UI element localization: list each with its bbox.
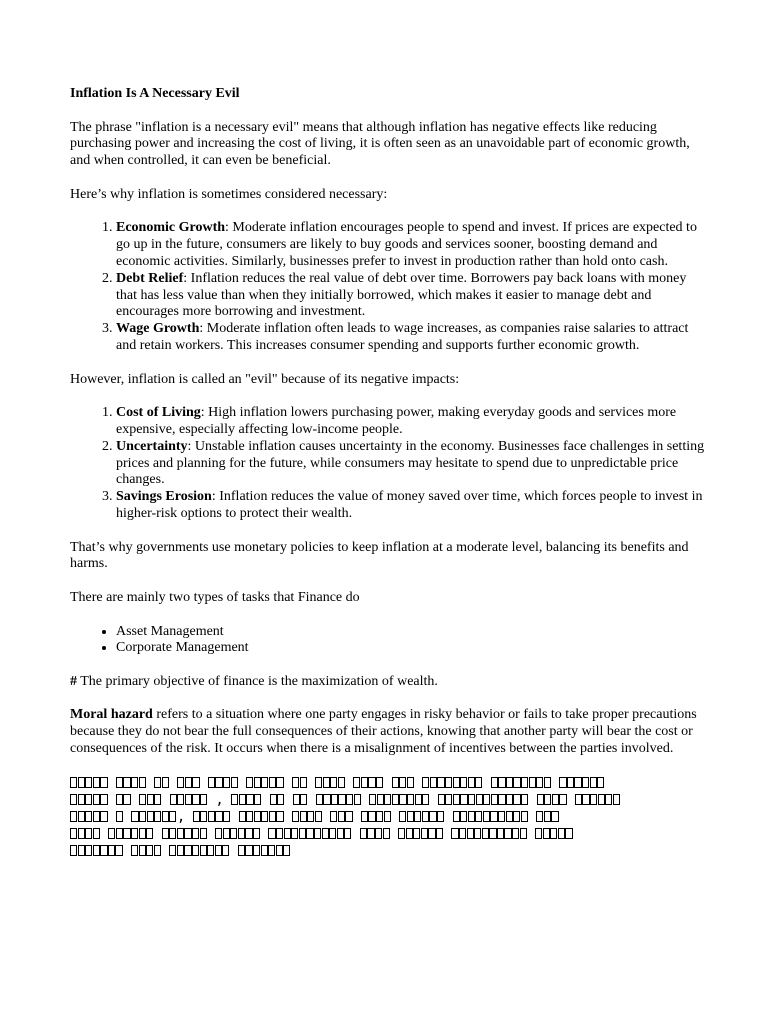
missing-glyph-box [415,794,422,805]
document-page [70,86,710,860]
garbled-line [70,775,710,792]
missing-glyph-box [284,828,291,839]
missing-glyph-box [498,811,505,822]
missing-glyph-box [559,777,566,788]
missing-glyph-box [223,828,230,839]
missing-glyph-box [551,811,558,822]
missing-glyph-box [360,828,367,839]
missing-glyph-box [131,828,138,839]
missing-glyph-box [239,811,246,822]
list-item-text: : High inflation lowers purchasing power, making everyday goods and services more expensive, especially affecting low-income people. [116,405,677,437]
missing-glyph-box [521,794,528,805]
missing-glyph-box [329,828,336,839]
moral-hazard-term: Moral hazard [70,707,153,723]
missing-glyph-box [354,794,361,805]
missing-glyph-box [368,811,375,822]
missing-glyph-box [392,794,399,805]
missing-glyph-box [300,794,307,805]
missing-glyph-box [407,794,414,805]
missing-glyph-box [215,811,222,822]
missing-glyph-box [346,794,353,805]
missing-glyph-box [139,845,146,856]
missing-glyph-box [70,845,77,856]
evil-lead: However, inflation is called an "evil" because of its negative impacts: [70,371,460,387]
missing-glyph-box [100,777,107,788]
missing-glyph-box [139,811,146,822]
missing-glyph-box [192,828,199,839]
missing-glyph-box [154,811,161,822]
missing-glyph-box [489,828,496,839]
missing-glyph-box [276,828,283,839]
missing-glyph-box [230,828,237,839]
moral-hazard-paragraph [70,707,710,757]
missing-glyph-box [399,777,406,788]
missing-glyph-box [207,845,214,856]
missing-glyph-box [146,845,153,856]
missing-glyph-box [245,845,252,856]
missing-glyph-box [482,828,489,839]
missing-glyph-box [316,794,323,805]
missing-glyph-box [139,828,146,839]
missing-glyph-box [475,811,482,822]
missing-glyph-box [93,777,100,788]
necessary-list [70,220,710,354]
missing-glyph-box [93,794,100,805]
missing-glyph-box [421,828,428,839]
missing-glyph-box [108,828,115,839]
missing-glyph-box [392,777,399,788]
missing-glyph-box [162,777,169,788]
garbled-line: , [70,792,710,809]
missing-glyph-box [299,828,306,839]
missing-glyph-box [254,794,261,805]
missing-glyph-box [550,828,557,839]
list-item-text: : Moderate inflation often leads to wage increases, as companies raise salaries to attract and retain workers. This increases consumer spending and supports further economic growth. [116,321,689,353]
missing-glyph-box [85,777,92,788]
list-item [116,321,710,355]
missing-glyph-box [315,777,322,788]
missing-glyph-box [498,794,505,805]
missing-glyph-box [200,811,207,822]
missing-glyph-box [590,794,597,805]
missing-glyph-box [253,845,260,856]
missing-glyph-box [261,811,268,822]
missing-glyph-box [78,845,85,856]
missing-glyph-box [246,811,253,822]
missing-glyph-box [239,794,246,805]
missing-glyph-box [193,811,200,822]
missing-glyph-box [85,845,92,856]
missing-glyph-box [223,811,230,822]
missing-glyph-box [368,777,375,788]
missing-glyph-box [108,845,115,856]
missing-glyph-box [116,811,123,822]
list-item: • Asset Management [116,624,710,641]
missing-glyph-box [383,828,390,839]
missing-glyph-box [131,777,138,788]
tasks-list [70,624,710,658]
list-item-term: Economic Growth [116,220,226,236]
missing-glyph-box [468,794,475,805]
garbled-line: , [70,809,710,826]
missing-glyph-box [154,777,161,788]
missing-glyph-box [78,828,85,839]
list-item-term: Debt Relief [116,270,184,286]
missing-glyph-box [437,777,444,788]
missing-glyph-box [169,811,176,822]
missing-glyph-box [338,794,345,805]
list-item [116,405,710,439]
missing-glyph-box [582,794,589,805]
missing-glyph-box [177,794,184,805]
missing-glyph-box [430,777,437,788]
missing-glyph-box [483,794,490,805]
objective-mark: # [70,673,77,689]
list-item-term: Wage Growth [116,321,200,337]
missing-glyph-box [246,777,253,788]
missing-glyph-box [254,811,261,822]
missing-glyph-box [177,777,184,788]
objective-paragraph [70,674,710,691]
missing-glyph-box [123,777,130,788]
missing-glyph-box [544,811,551,822]
missing-glyph-box [146,828,153,839]
missing-glyph-box [407,811,414,822]
conclusion-paragraph: That’s why governments use monetary policies to keep inflation at a moderate level, balancing its benefits and harms. [70,539,689,572]
list-item-text: : Unstable inflation causes uncertainty in the economy. Businesses face challenges in setting prices and planning for the future, while consumers may hesitate to spend due to unpredictable price changes. [116,438,705,488]
missing-glyph-box [536,777,543,788]
missing-glyph-box [590,777,597,788]
missing-glyph-box [558,828,565,839]
missing-glyph-box [422,777,429,788]
missing-glyph-box [231,777,238,788]
missing-glyph-box [208,777,215,788]
missing-glyph-box [506,794,513,805]
missing-glyph-box [85,811,92,822]
missing-glyph-box [93,828,100,839]
missing-glyph-box [529,777,536,788]
missing-glyph-box [438,794,445,805]
missing-glyph-box [453,777,460,788]
unrendered-script-paragraph [70,775,710,860]
missing-glyph-box [330,811,337,822]
missing-glyph-box [185,794,192,805]
list-item-term: Uncertainty [116,438,188,454]
missing-glyph-box [200,828,207,839]
missing-glyph-box [231,794,238,805]
missing-glyph-box [115,845,122,856]
missing-glyph-box [513,811,520,822]
missing-glyph-box [200,845,207,856]
missing-glyph-box [139,777,146,788]
list-item [116,439,710,489]
missing-glyph-box [154,845,161,856]
missing-glyph-box [376,777,383,788]
missing-glyph-box [605,794,612,805]
missing-glyph-box [459,828,466,839]
missing-glyph-box [506,777,513,788]
missing-glyph-box [521,811,528,822]
missing-glyph-box [598,794,605,805]
missing-glyph-box [223,777,230,788]
missing-glyph-box [100,811,107,822]
missing-glyph-box [582,777,589,788]
missing-glyph-box [185,777,192,788]
missing-glyph-box [268,828,275,839]
missing-glyph-box [300,811,307,822]
missing-glyph-box [468,811,475,822]
missing-glyph-box [116,828,123,839]
missing-glyph-box [154,794,161,805]
list-item [116,220,710,270]
list-item: • Corporate Management [116,640,710,657]
missing-glyph-box [497,828,504,839]
missing-glyph-box [70,811,77,822]
missing-glyph-box [460,777,467,788]
list-item-text: : Inflation reduces the value of money saved over time, which forces people to invest in higher-risk options to protect their wealth. [116,489,703,521]
missing-glyph-box [323,777,330,788]
missing-glyph-box [597,777,604,788]
missing-glyph-box [322,828,329,839]
missing-glyph-box [353,777,360,788]
missing-glyph-box [399,811,406,822]
missing-glyph-box [269,777,276,788]
missing-glyph-box [544,777,551,788]
missing-glyph-box [498,777,505,788]
missing-glyph-box [513,794,520,805]
missing-glyph-box [270,794,277,805]
missing-glyph-box [123,828,130,839]
missing-glyph-box [491,794,498,805]
missing-glyph-box [544,794,551,805]
missing-glyph-box [330,777,337,788]
missing-glyph-box [85,828,92,839]
missing-glyph-box [184,828,191,839]
missing-glyph-box [70,794,77,805]
missing-glyph-box [276,777,283,788]
missing-glyph-box [445,777,452,788]
missing-glyph-box [268,845,275,856]
missing-glyph-box [254,777,261,788]
missing-glyph-box [276,845,283,856]
missing-glyph-box [367,828,374,839]
missing-glyph-box [513,777,520,788]
missing-glyph-box [476,794,483,805]
list-item-text: : Inflation reduces the real value of debt over time. Borrowers pay back loans with money that has less value than when they initially borrowed, which makes it easier to manage debt and encourages more borrowing and investment. [116,270,687,320]
missing-glyph-box [521,777,528,788]
missing-glyph-box [384,794,391,805]
missing-glyph-box [490,811,497,822]
missing-glyph-box [192,794,199,805]
missing-glyph-box [170,794,177,805]
missing-glyph-box [361,777,368,788]
missing-glyph-box [131,811,138,822]
missing-glyph-box [475,777,482,788]
missing-glyph-box [429,811,436,822]
missing-glyph-box [293,794,300,805]
missing-glyph-box [460,811,467,822]
missing-glyph-box [453,811,460,822]
missing-glyph-box [512,828,519,839]
missing-glyph-box [147,794,154,805]
missing-glyph-box [406,828,413,839]
missing-glyph-box [468,777,475,788]
missing-glyph-box [483,811,490,822]
missing-glyph-box [536,811,543,822]
missing-glyph-box [552,794,559,805]
missing-glyph-box [491,777,498,788]
missing-glyph-box [70,777,77,788]
missing-glyph-box [345,811,352,822]
missing-glyph-box [369,794,376,805]
missing-glyph-box [575,794,582,805]
missing-glyph-box [253,828,260,839]
missing-glyph-box [169,828,176,839]
missing-glyph-box [559,794,566,805]
missing-glyph-box [215,777,222,788]
missing-glyph-box [78,777,85,788]
missing-glyph-box [78,811,85,822]
missing-glyph-box [422,794,429,805]
missing-glyph-box [222,845,229,856]
missing-glyph-box [314,828,321,839]
missing-glyph-box [331,794,338,805]
missing-glyph-box [307,811,314,822]
missing-glyph-box [246,794,253,805]
document-title: Inflation Is A Necessary Evil [70,86,240,101]
missing-glyph-box [131,845,138,856]
missing-glyph-box [451,828,458,839]
missing-glyph-box [162,811,169,822]
garbled-line [70,843,710,860]
missing-glyph-box [504,828,511,839]
missing-glyph-box [543,828,550,839]
missing-glyph-box [238,845,245,856]
missing-glyph-box [537,794,544,805]
missing-glyph-box [460,794,467,805]
missing-glyph-box [300,777,307,788]
missing-glyph-box [208,811,215,822]
missing-glyph-box [338,777,345,788]
missing-glyph-box [535,828,542,839]
missing-glyph-box [428,828,435,839]
missing-glyph-box [375,828,382,839]
list-item-term: Cost of Living [116,405,201,421]
missing-glyph-box [162,828,169,839]
missing-glyph-box [147,811,154,822]
missing-glyph-box [93,811,100,822]
missing-glyph-box [116,777,123,788]
moral-hazard-text: refers to a situation where one party engages in risky behavior or fails to take proper precautions because they do not bear the full consequences of their actions, knowing that another party will bear the cost or consequences of the risk. It occurs when there is a misalignment of incentives between the parties involved. [70,707,697,757]
missing-glyph-box [215,828,222,839]
missing-glyph-box [70,828,77,839]
missing-glyph-box [344,828,351,839]
missing-glyph-box [78,794,85,805]
missing-glyph-box [467,828,474,839]
missing-glyph-box [200,794,207,805]
missing-glyph-box [376,811,383,822]
missing-glyph-box [361,811,368,822]
missing-glyph-box [413,828,420,839]
list-item [116,271,710,321]
intro-paragraph: The phrase "inflation is a necessary evil" means that although inflation has negative effects like reducing purchasing power and increasing the cost of living, it is often seen as an unavoidable part of economic growth, and when controlled, it can even be beneficial. [70,119,690,169]
missing-glyph-box [445,794,452,805]
missing-glyph-box [184,845,191,856]
missing-glyph-box [414,811,421,822]
missing-glyph-box [422,811,429,822]
missing-glyph-box [85,794,92,805]
missing-glyph-box [283,845,290,856]
missing-glyph-box [169,845,176,856]
missing-glyph-box [177,845,184,856]
missing-glyph-box [292,811,299,822]
list-item-term: Savings Erosion [116,489,212,505]
garbled-line [70,826,710,843]
missing-glyph-box [269,811,276,822]
missing-glyph-box [123,794,130,805]
missing-glyph-box [261,845,268,856]
missing-glyph-box [520,828,527,839]
missing-glyph-box [613,794,620,805]
missing-glyph-box [565,828,572,839]
missing-glyph-box [238,828,245,839]
missing-glyph-box [215,845,222,856]
missing-glyph-box [437,811,444,822]
missing-glyph-box [338,811,345,822]
missing-glyph-box [453,794,460,805]
evil-list [70,405,710,523]
missing-glyph-box [398,828,405,839]
missing-glyph-box [93,845,100,856]
missing-glyph-box [291,828,298,839]
missing-glyph-box [337,828,344,839]
missing-glyph-box [139,794,146,805]
missing-glyph-box [384,811,391,822]
missing-glyph-box [192,845,199,856]
missing-glyph-box [315,811,322,822]
missing-glyph-box [407,777,414,788]
missing-glyph-box [116,794,123,805]
missing-glyph-box [506,811,513,822]
necessary-lead: Here’s why inflation is sometimes considered necessary: [70,186,388,202]
missing-glyph-box [245,828,252,839]
missing-glyph-box [323,794,330,805]
missing-glyph-box [177,828,184,839]
missing-glyph-box [100,794,107,805]
missing-glyph-box [306,828,313,839]
tasks-lead: There are mainly two types of tasks that Finance do [70,589,360,605]
missing-glyph-box [567,777,574,788]
missing-glyph-box [261,777,268,788]
list-item-text: : Moderate inflation encourages people to spend and invest. If prices are expected to go up in the future, consumers are likely to buy goods and services sooner, boosting demand and economic activities. Similarly, businesses prefer to invest in production rather than hold onto cash. [116,220,697,269]
missing-glyph-box [574,777,581,788]
missing-glyph-box [292,777,299,788]
list-item [116,489,710,523]
missing-glyph-box [474,828,481,839]
missing-glyph-box [100,845,107,856]
objective-text: The primary objective of finance is the maximization of wealth. [77,673,438,689]
missing-glyph-box [399,794,406,805]
missing-glyph-box [377,794,384,805]
missing-glyph-box [436,828,443,839]
missing-glyph-box [276,811,283,822]
missing-glyph-box [192,777,199,788]
missing-glyph-box [277,794,284,805]
